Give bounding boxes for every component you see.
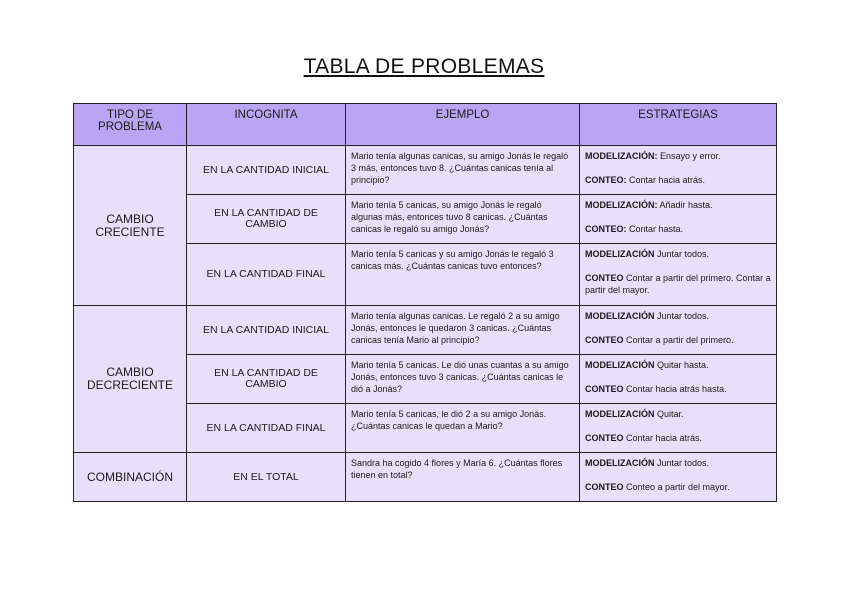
header-estrategias: ESTRATEGIAS xyxy=(580,104,777,146)
modelizacion-label: MODELIZACIÓN xyxy=(585,249,655,259)
ejemplo-cell: Mario tenía algunas canicas. Le regaló 2 a su amigo Jonás, entonces le quedaron 3 canicas. ¿Cuántas canicas tenía Mario al principio? xyxy=(346,306,580,355)
estrategias-cell xyxy=(580,404,777,453)
header-tipo: TIPO DE PROBLEMA xyxy=(74,104,187,146)
modelizacion-text: Juntar todos. xyxy=(654,249,710,259)
estrategias-cell xyxy=(580,453,777,502)
conteo-text: Contar a partir del primero. xyxy=(623,335,734,345)
conteo-text: Contar a partir del primero. Contar a partir del mayor. xyxy=(585,273,771,295)
header-ejemplo: EJEMPLO xyxy=(346,104,580,146)
conteo-label: CONTEO xyxy=(585,384,624,394)
modelizacion-text: Añadir hasta. xyxy=(657,200,713,210)
modelizacion-label: MODELIZACIÓN xyxy=(585,458,655,468)
ejemplo-cell: Mario tenía 5 canicas y su amigo Jonás le regaló 3 canicas más. ¿Cuántas canicas tuvo entonces? xyxy=(346,244,580,306)
modelizacion-text: Quitar hasta. xyxy=(654,360,709,370)
conteo-text: Contar hasta. xyxy=(626,224,684,234)
incognita-cell: EN LA CANTIDAD FINAL xyxy=(187,244,346,306)
conteo-label: CONTEO: xyxy=(585,175,627,185)
conteo-label: CONTEO: xyxy=(585,224,627,234)
ejemplo-cell: Sandra ha cogido 4 flores y María 6. ¿Cuántas flores tienen en total? xyxy=(346,453,580,502)
incognita-cell: EN EL TOTAL xyxy=(187,453,346,502)
conteo-label: CONTEO xyxy=(585,335,624,345)
problem-type-cell: CAMBIO DECRECIENTE xyxy=(74,306,187,453)
incognita-cell: EN LA CANTIDAD DE CAMBIO xyxy=(187,355,346,404)
ejemplo-cell: Mario tenía algunas canicas, su amigo Jonás le regaló 3 más, entonces tuvo 8. ¿Cuántas canicas tenía al principio? xyxy=(346,146,580,195)
conteo-text: Contar hacia atrás. xyxy=(626,175,706,185)
ejemplo-cell: Mario tenía 5 canicas, su amigo Jonás le regaló algunas más, entonces tuvo 8 canicas. ¿Cuántas canicas le regaló su amigo Jonás? xyxy=(346,195,580,244)
estrategias-cell xyxy=(580,355,777,404)
conteo-label: CONTEO xyxy=(585,482,624,492)
modelizacion-text: Juntar todos. xyxy=(654,458,710,468)
estrategias-cell xyxy=(580,195,777,244)
conteo-text: Contar hacia atrás. xyxy=(623,433,703,443)
incognita-cell: EN LA CANTIDAD FINAL xyxy=(187,404,346,453)
ejemplo-cell: Mario tenía 5 canicas. Le dió unas cuantas a su amigo Jonás, entonces tuvo 3 canicas. ¿Cuántas canicas le dió a Jonás? xyxy=(346,355,580,404)
table-row xyxy=(74,453,777,502)
header-incognita: INCOGNITA xyxy=(187,104,346,146)
modelizacion-label: MODELIZACIÓN: xyxy=(585,151,658,161)
table-row xyxy=(74,306,777,355)
estrategias-cell xyxy=(580,306,777,355)
incognita-cell: EN LA CANTIDAD INICIAL xyxy=(187,146,346,195)
incognita-cell: EN LA CANTIDAD INICIAL xyxy=(187,306,346,355)
problems-table xyxy=(73,103,777,502)
conteo-label: CONTEO xyxy=(585,433,624,443)
conteo-text: Contar hacia atrás hasta. xyxy=(623,384,727,394)
modelizacion-label: MODELIZACIÓN xyxy=(585,311,655,321)
ejemplo-cell: Mario tenía 5 canicas, le dió 2 a su amigo Jonás. ¿Cuántas canicas le quedan a Mario? xyxy=(346,404,580,453)
conteo-text: Conteo a partir del mayor. xyxy=(623,482,730,492)
problem-type-cell: COMBINACIÓN xyxy=(74,453,187,502)
conteo-label: CONTEO xyxy=(585,273,624,283)
table-row xyxy=(74,146,777,195)
modelizacion-text: Juntar todos. xyxy=(654,311,710,321)
modelizacion-label: MODELIZACIÓN: xyxy=(585,200,658,210)
incognita-cell: EN LA CANTIDAD DE CAMBIO xyxy=(187,195,346,244)
modelizacion-text: Quitar. xyxy=(654,409,684,419)
estrategias-cell xyxy=(580,244,777,306)
problem-type-cell: CAMBIO CRECIENTE xyxy=(74,146,187,306)
modelizacion-text: Ensayo y error. xyxy=(657,151,721,161)
page-title: TABLA DE PROBLEMAS xyxy=(303,55,545,78)
table-header-row xyxy=(74,104,777,146)
modelizacion-label: MODELIZACIÓN xyxy=(585,360,655,370)
estrategias-cell xyxy=(580,146,777,195)
modelizacion-label: MODELIZACIÓN xyxy=(585,409,655,419)
